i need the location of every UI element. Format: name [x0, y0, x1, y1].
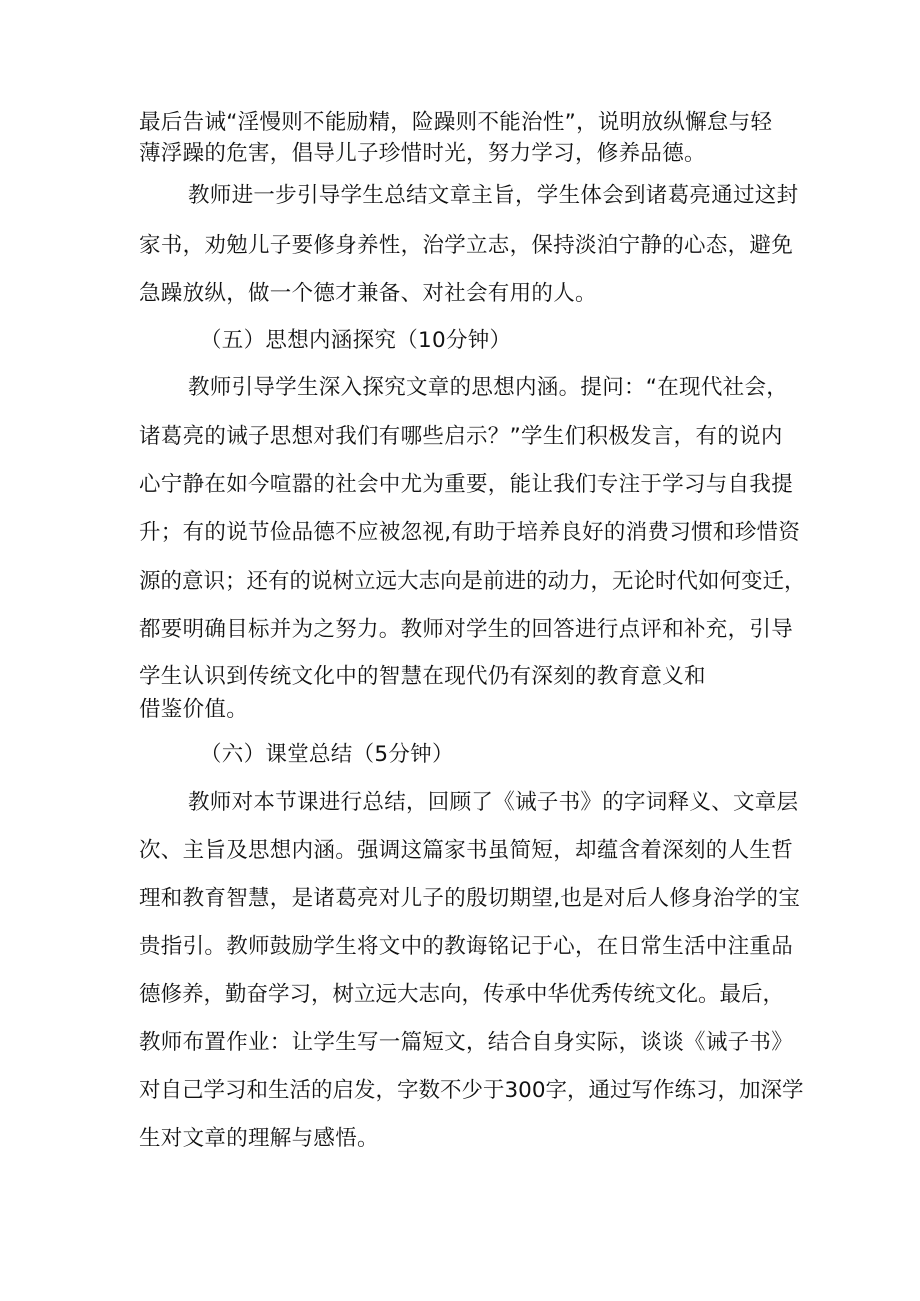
text-line: 理和教育智慧，是诸葛亮对儿子的殷切期望,也是对后人修身治学的宝 [139, 886, 801, 911]
text-line: 最后告诫“淫慢则不能励精，险躁则不能治性”，说明放纵懈怠与轻 [139, 110, 773, 135]
section-heading-5: （五）思想内涵探究（10分钟） [200, 328, 512, 353]
text-line: 诸葛亮的诫子思想对我们有哪些启示？”学生们积极发言，有的说内 [139, 424, 783, 449]
text-line: 源的意识；还有的说树立远大志向是前进的动力，无论时代如何变迁， [139, 569, 806, 594]
text-line: 都要明确目标并为之努力。教师对学生的回答进行点评和补充，引导 [139, 617, 794, 642]
text-line: 急躁放纵，做一个德才兼备、对社会有用的人。 [139, 281, 597, 306]
text-line: 家书，劝勉儿子要修身养性，治学立志，保持淡泊宁静的心态，避免 [139, 233, 794, 258]
text-line: 德修养，勤奋学习，树立远大志向，传承中华优秀传统文化。最后， [139, 982, 785, 1007]
text-line: 次、主旨及思想内涵。强调这篇家书虽简短，却蕴含着深刻的人生哲 [139, 838, 794, 863]
text-line: 薄浮躁的危害，倡导儿子珍惜时光，努力学习，修养品德。 [139, 141, 706, 166]
text-line: 生对文章的理解与感悟。 [139, 1126, 379, 1151]
section-heading-6: （六）课堂总结（5分钟） [200, 742, 454, 767]
text-line: 教师对本节课进行总结，回顾了《诫子书》的字词释义、文章层 [188, 790, 799, 815]
text-line: 心宁静在如今喧嚣的社会中尤为重要，能让我们专注于学习与自我提 [139, 472, 794, 497]
text-line: 贵指引。教师鼓励学生将文中的教诲铭记于心，在日常生活中注重品 [139, 934, 794, 959]
text-line: 学生认识到传统文化中的智慧在现代仍有深刻的教育意义和 [139, 664, 706, 689]
text-line: 教师进一步引导学生总结文章主旨，学生体会到诸葛亮通过这封 [188, 183, 799, 208]
text-line: 教师布置作业：让学生写一篇短文，结合自身实际，谈谈《诫子书》 [139, 1030, 794, 1055]
text-line: 借鉴价值。 [139, 697, 249, 722]
text-line: 升；有的说节俭品德不应被忽视,有助于培养良好的消费习惯和珍惜资 [139, 520, 801, 545]
text-line: 教师引导学生深入探究文章的思想内涵。提问：“在现代社会， [188, 375, 789, 400]
text-line: 对自己学习和生活的启发，字数不少于300字，通过写作练习，加深学 [139, 1078, 804, 1103]
